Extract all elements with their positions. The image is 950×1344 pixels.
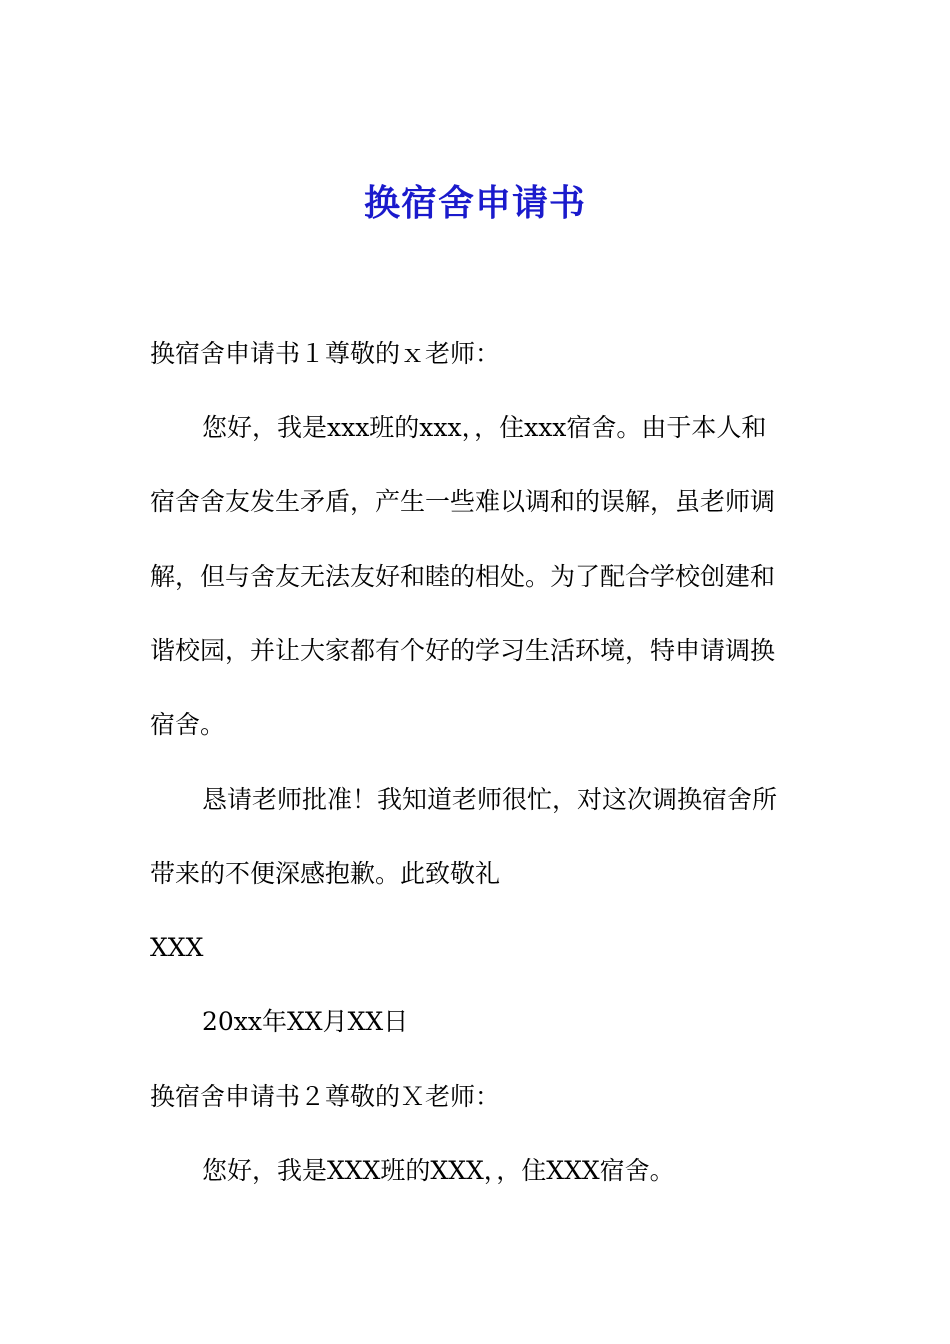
paragraph-line: 解，但与舍友无法友好和睦的相处。为了配合学校创建和: [150, 562, 776, 591]
letter1-salutation: 换宿舍申请书１尊敬的ｘ老师：: [150, 339, 501, 368]
paragraph-line: 谐校园，并让大家都有个好的学习生活环境，特申请调换: [150, 636, 776, 665]
paragraph-line: 宿舍。: [150, 710, 226, 739]
signature-name: XXX: [150, 933, 204, 962]
document-title: 换宿舍申请书: [363, 182, 586, 224]
paragraph-line: 带来的不便深感抱歉。此致敬礼: [150, 859, 501, 888]
signature-date: 20xx年XX月XX日: [202, 1007, 409, 1036]
letter2-salutation: 换宿舍申请书２尊敬的Ｘ老师：: [150, 1082, 501, 1111]
paragraph-line: 您好，我是XXX班的XXX，，住XXX宿舍。: [202, 1156, 675, 1185]
paragraph-line: 宿舍舍友发生矛盾，产生一些难以调和的误解，虽老师调: [150, 487, 776, 516]
paragraph-line: 恳请老师批准！我知道老师很忙，对这次调换宿舍所: [202, 785, 778, 814]
paragraph-line: 您好，我是xxx班的xxx，，住xxx宿舍。由于本人和: [202, 413, 767, 442]
